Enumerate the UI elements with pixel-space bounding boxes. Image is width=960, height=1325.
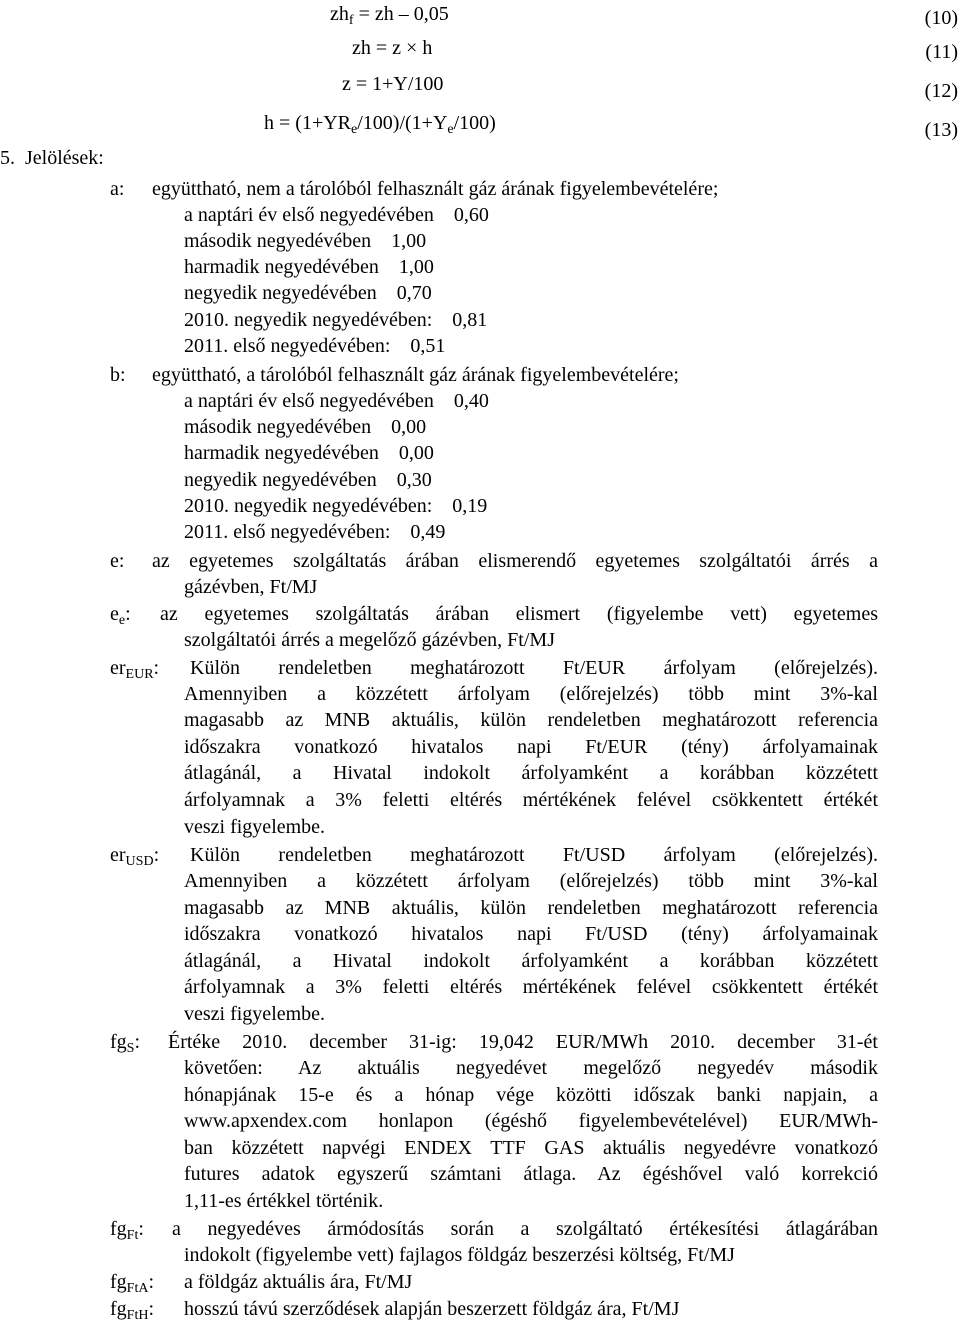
er-eur-text-line: időszakra vonatkozó hivatalos napi Ft/EUR (tény) árfolyamainak <box>184 736 878 758</box>
label-er-eur: $er_{EUR}$: <box>110 657 160 682</box>
fgs-text-line: követően: Az aktuális negyedévet megelőző negyedév második <box>184 1057 878 1079</box>
fgft-text-line: indokolt (figyelembe vett) fajlagos földgáz beszerzési költség, Ft/MJ <box>184 1244 735 1266</box>
fgs-text-line: 1,11-es értékkel történik. <box>184 1190 384 1212</box>
b-line: második negyedévében 0,00 <box>184 416 427 438</box>
equation-number: (13) <box>924 119 958 141</box>
er-eur-text-line: magasabb az MNB aktuális, külön rendeletben meghatározott referencia <box>184 709 878 731</box>
fgs-text-line: hónapjának 15-e és a hónap vége közötti időszak banki napjain, a <box>184 1084 878 1106</box>
label-fgfth: $fg_{FtH}$: <box>110 1298 155 1323</box>
ee-text-line: az egyetemes szolgáltatás árában elismert (figyelembe vett) egyetemes <box>160 603 878 625</box>
b-description: együttható, a tárolóból felhasznált gáz árának figyelembevételére; <box>152 364 679 386</box>
er-usd-text-line: Külön rendeletben meghatározott Ft/USD árfolyam (előrejelzés). <box>190 844 878 866</box>
er-eur-text-line: átlagánál, a Hivatal indokolt árfolyamként a korábban közzétett <box>184 762 878 784</box>
er-usd-text-line: magasabb az MNB aktuális, külön rendeletben meghatározott referencia <box>184 897 878 919</box>
e-text-line: az egyetemes szolgáltatás árában elismerendő egyetemes szolgáltatói árrés a <box>152 550 878 572</box>
b-line: negyedik negyedévében 0,30 <box>184 469 432 491</box>
a-line: második negyedévében 1,00 <box>184 230 427 252</box>
equation-number: (10) <box>924 7 958 29</box>
label-fgs: $fg_S$: <box>110 1031 141 1056</box>
er-eur-text-line: árfolyamnak a 3% feletti eltérés mértékének felével csökkentett értékét <box>184 789 878 811</box>
er-usd-text-line: átlagánál, a Hivatal indokolt árfolyamként a korábban közzétett <box>184 950 878 972</box>
er-usd-text-line: veszi figyelembe. <box>184 1003 326 1025</box>
equation-13: $h = (1+YR_e/100)/(1+Y_e/100)$ <box>264 112 496 137</box>
b-line: 2011. első negyedévében: 0,49 <box>184 521 446 543</box>
equation-number: (11) <box>925 41 958 63</box>
b-line: 2010. negyedik negyedévében: 0,19 <box>184 495 488 517</box>
label-ee: $e_e$: <box>110 603 131 628</box>
fgs-text-line: ban közzétett napvégi ENDEX TTF GAS aktuális negyedévre vonatkozó <box>184 1137 878 1159</box>
a-description: együttható, nem a tárolóból felhasznált gáz árának figyelembevételére; <box>152 178 719 200</box>
a-line: a naptári év első negyedévében 0,60 <box>184 204 489 226</box>
label-e: e: <box>110 550 125 572</box>
ee-text-line: szolgáltatói árrés a megelőző gázévben, Ft/MJ <box>184 629 555 651</box>
b-line: a naptári év első negyedévében 0,40 <box>184 390 489 412</box>
fgft-text-line: a negyedéves ármódosítás során a szolgáltató értékesítési átlagárában <box>172 1218 878 1240</box>
equation-12: z = 1+Y/100 <box>342 73 444 95</box>
label-a: a: <box>110 178 125 200</box>
fgs-text-line: www.apxendex.com honlapon (égéshő figyelembevételével) EUR/MWh- <box>184 1110 878 1132</box>
er-eur-text-line: Külön rendeletben meghatározott Ft/EUR árfolyam (előrejelzés). <box>190 657 878 679</box>
label-b: b: <box>110 364 126 386</box>
a-line: negyedik negyedévében 0,70 <box>184 282 432 304</box>
section-heading: 5. Jelölések: <box>0 147 104 169</box>
a-line: harmadik negyedévében 1,00 <box>184 256 434 278</box>
a-line: 2011. első negyedévében: 0,51 <box>184 335 446 357</box>
er-eur-text-line: veszi figyelembe. <box>184 816 326 838</box>
er-usd-text-line: árfolyamnak a 3% feletti eltérés mértékének felével csökkentett értékét <box>184 976 878 998</box>
e-text-line: gázévben, Ft/MJ <box>184 576 318 598</box>
fgs-text-line: futures adatok egyszerű számtani átlaga. Az égéshővel való korrekció <box>184 1163 878 1185</box>
label-fgfta: $fg_{FtA}$: <box>110 1271 155 1296</box>
equation-11: zh = z × h <box>352 37 433 59</box>
label-er-usd: $er_{USD}$: <box>110 844 160 869</box>
er-usd-text-line: időszakra vonatkozó hivatalos napi Ft/USD (tény) árfolyamainak <box>184 923 878 945</box>
label-fgft: $fg_{Ft}$: <box>110 1218 144 1243</box>
fgs-text-line: Értéke 2010. december 31-ig: 19,042 EUR/MWh 2010. december 31-ét <box>168 1031 878 1053</box>
b-line: harmadik negyedévében 0,00 <box>184 442 434 464</box>
er-usd-text-line: Amennyiben a közzétett árfolyam (előrejelzés) több mint 3%-kal <box>184 870 878 892</box>
fgfth-text: hosszú távú szerződések alapján beszerzett földgáz ára, Ft/MJ <box>184 1298 680 1320</box>
equation-10: $zh_f$ = zh – 0,05 <box>330 3 449 28</box>
equation-number: (12) <box>924 80 958 102</box>
a-line: 2010. negyedik negyedévében: 0,81 <box>184 309 488 331</box>
fgfta-text: a földgáz aktuális ára, Ft/MJ <box>184 1271 413 1293</box>
er-eur-text-line: Amennyiben a közzétett árfolyam (előrejelzés) több mint 3%-kal <box>184 683 878 705</box>
